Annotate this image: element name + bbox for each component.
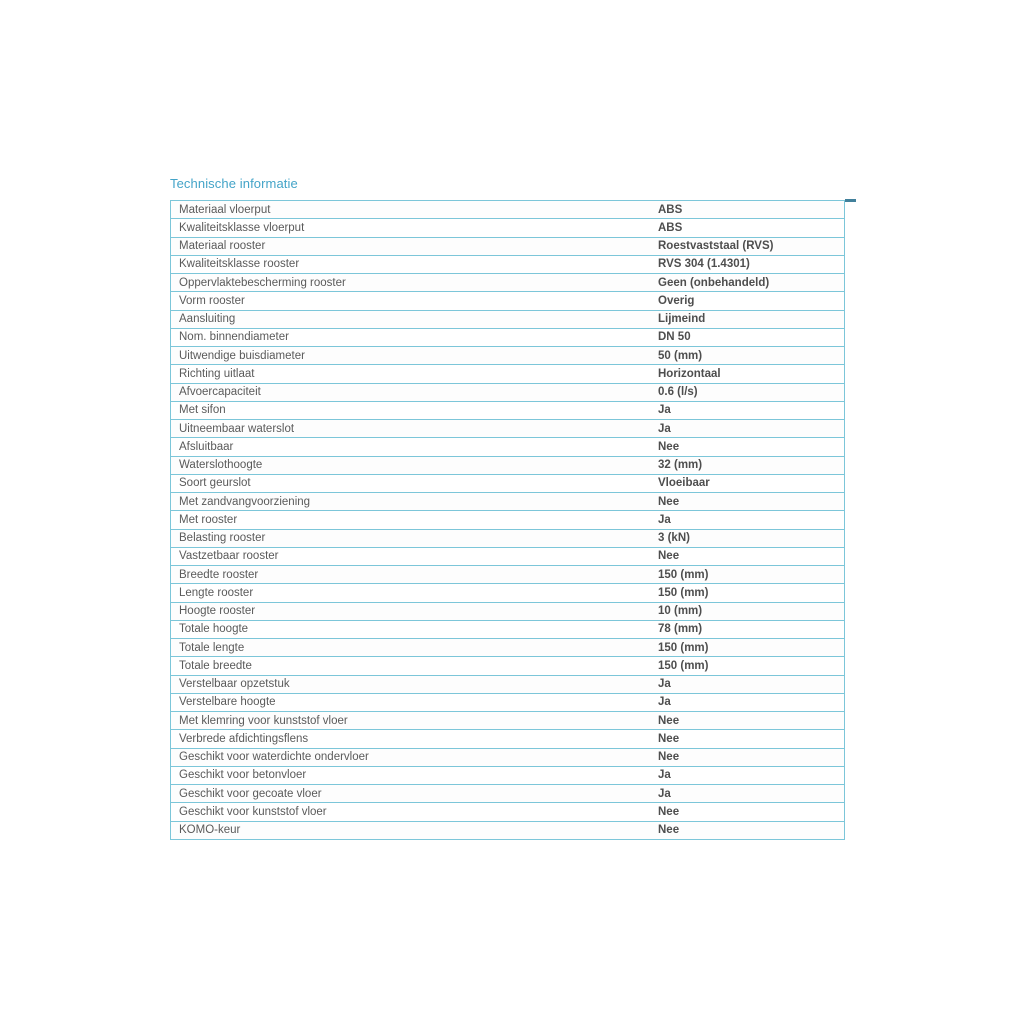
spec-label: Geschikt voor betonvloer (179, 769, 307, 782)
spec-label: Materiaal vloerput (179, 203, 271, 216)
spec-value: ABS (658, 203, 683, 216)
page-title: Technische informatie (170, 176, 298, 191)
table-row (171, 457, 844, 475)
spec-value: Nee (658, 751, 680, 764)
spec-label: Met rooster (179, 513, 238, 526)
table-row (171, 657, 844, 675)
table-row (171, 256, 844, 274)
table-row (171, 511, 844, 529)
table-top-border-tip (845, 199, 856, 202)
table-row (171, 822, 844, 839)
table-row (171, 438, 844, 456)
table-row (171, 475, 844, 493)
spec-label: Verstelbare hoogte (179, 696, 276, 709)
spec-value: Nee (658, 550, 680, 563)
table-row (171, 694, 844, 712)
spec-label: Richting uitlaat (179, 367, 255, 380)
spec-label: Uitwendige buisdiameter (179, 349, 305, 362)
spec-value: Ja (658, 422, 671, 435)
table-row (171, 730, 844, 748)
table-row (171, 548, 844, 566)
table-row (171, 785, 844, 803)
spec-value: Nee (658, 714, 680, 727)
spec-value: RVS 304 (1.4301) (658, 258, 750, 271)
spec-label: Totale hoogte (179, 623, 249, 636)
spec-value: 3 (kN) (658, 532, 690, 545)
spec-label: Verbrede afdichtingsflens (179, 732, 309, 745)
spec-label: Uitneembaar waterslot (179, 422, 295, 435)
table-row (171, 384, 844, 402)
spec-label: Hoogte rooster (179, 605, 256, 618)
spec-value: 50 (mm) (658, 349, 703, 362)
spec-label: KOMO-keur (179, 824, 241, 837)
spec-label: Aansluiting (179, 313, 236, 326)
table-row (171, 219, 844, 237)
table-row (171, 530, 844, 548)
spec-value: Geen (onbehandeld) (658, 276, 770, 289)
spec-label: Lengte rooster (179, 586, 254, 599)
table-row (171, 238, 844, 256)
spec-value: Ja (658, 678, 671, 691)
spec-label: Vorm rooster (179, 294, 245, 307)
spec-label: Geschikt voor waterdichte ondervloer (179, 751, 369, 764)
spec-value: 0.6 (l/s) (658, 386, 698, 399)
table-row (171, 712, 844, 730)
spec-value: Nee (658, 805, 680, 818)
spec-value: 150 (mm) (658, 568, 709, 581)
spec-value: ABS (658, 221, 683, 234)
spec-value: Ja (658, 787, 671, 800)
spec-label: Materiaal rooster (179, 240, 266, 253)
table-row (171, 803, 844, 821)
spec-label: Waterslothoogte (179, 459, 263, 472)
spec-value: Nee (658, 495, 680, 508)
table-row (171, 493, 844, 511)
spec-value: Vloeibaar (658, 477, 710, 490)
spec-label: Kwaliteitsklasse rooster (179, 258, 300, 271)
spec-label: Geschikt voor gecoate vloer (179, 787, 322, 800)
table-row (171, 749, 844, 767)
spec-value: 78 (mm) (658, 623, 703, 636)
spec-value: DN 50 (658, 331, 691, 344)
table-row (171, 676, 844, 694)
spec-value: 150 (mm) (658, 586, 709, 599)
spec-label: Soort geurslot (179, 477, 251, 490)
table-row (171, 420, 844, 438)
table-row (171, 311, 844, 329)
spec-label: Met zandvangvoorziening (179, 495, 311, 508)
table-row (171, 347, 844, 365)
table-row (171, 639, 844, 657)
spec-label: Afvoercapaciteit (179, 386, 261, 399)
table-row (171, 584, 844, 602)
spec-label: Totale breedte (179, 659, 252, 672)
table-row (171, 402, 844, 420)
spec-value: 150 (mm) (658, 641, 709, 654)
spec-value: Roestvaststaal (RVS) (658, 240, 774, 253)
spec-label: Verstelbaar opzetstuk (179, 678, 290, 691)
table-row (171, 329, 844, 347)
spec-value: Nee (658, 732, 680, 745)
spec-label: Geschikt voor kunststof vloer (179, 805, 327, 818)
table-row (171, 566, 844, 584)
spec-value: Horizontaal (658, 367, 721, 380)
table-row (171, 603, 844, 621)
spec-label: Nom. binnendiameter (179, 331, 289, 344)
spec-value: Nee (658, 824, 680, 837)
spec-label: Afsluitbaar (179, 440, 234, 453)
spec-value: 10 (mm) (658, 605, 703, 618)
spec-label: Vastzetbaar rooster (179, 550, 279, 563)
table-row (171, 292, 844, 310)
spec-value: Ja (658, 696, 671, 709)
spec-value: Ja (658, 513, 671, 526)
table-row (171, 767, 844, 785)
spec-value: 150 (mm) (658, 659, 709, 672)
spec-label: Breedte rooster (179, 568, 259, 581)
table-row (171, 201, 844, 219)
spec-value: Ja (658, 404, 671, 417)
spec-label: Totale lengte (179, 641, 245, 654)
spec-label: Oppervlaktebescherming rooster (179, 276, 346, 289)
spec-value: Lijmeind (658, 313, 706, 326)
table-row (171, 621, 844, 639)
spec-label: Met sifon (179, 404, 226, 417)
spec-value: Ja (658, 769, 671, 782)
spec-value: Overig (658, 294, 695, 307)
spec-value: Nee (658, 440, 680, 453)
spec-value: 32 (mm) (658, 459, 703, 472)
table-row (171, 365, 844, 383)
spec-label: Met klemring voor kunststof vloer (179, 714, 348, 727)
table-row (171, 274, 844, 292)
technical-info-table (170, 200, 845, 840)
spec-label: Belasting rooster (179, 532, 266, 545)
spec-label: Kwaliteitsklasse vloerput (179, 221, 305, 234)
